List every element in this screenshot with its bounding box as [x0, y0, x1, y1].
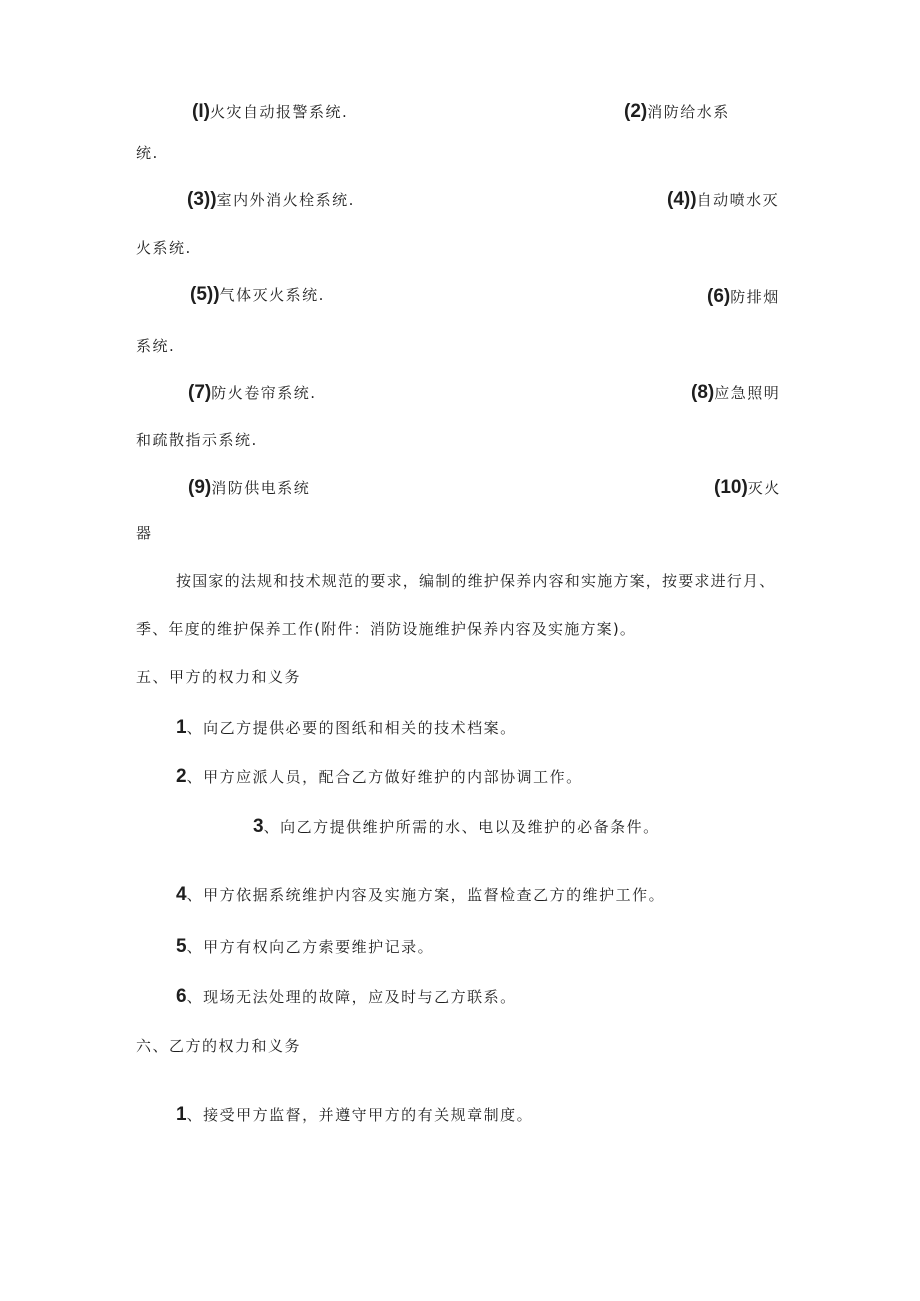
system-item: (9)消防供电系统: [188, 477, 311, 498]
list-item: 5、甲方有权向乙方索要维护记录。: [176, 936, 435, 957]
system-item-continuation: 器: [136, 524, 153, 542]
system-item: (10)灭火: [714, 477, 781, 498]
list-item: 3、向乙方提供维护所需的水、电以及维护的必备条件。: [253, 816, 660, 837]
system-item: (6)防排烟: [707, 286, 780, 307]
system-item: (4))自动喷水灭: [667, 189, 780, 210]
list-item: 6、现场无法处理的故障，应及时与乙方联系。: [176, 986, 517, 1007]
list-item: 1、向乙方提供必要的图纸和相关的技术档案。: [176, 717, 517, 738]
system-item-continuation: 统.: [136, 144, 159, 162]
list-item: 1、接受甲方监督，并遵守甲方的有关规章制度。: [176, 1104, 534, 1125]
system-item: (8)应急照明: [691, 382, 781, 403]
list-item: 4、甲方依据系统维护内容及实施方案，监督检查乙方的维护工作。: [176, 884, 666, 905]
paragraph-line: 季、年度的维护保养工作(附件：消防设施维护保养内容及实施方案)。: [136, 620, 637, 638]
system-item: (3))室内外消火栓系统.: [187, 189, 355, 210]
section-heading: 六、乙方的权力和义务: [136, 1037, 302, 1055]
system-item-continuation: 系统.: [136, 337, 176, 355]
section-heading: 五、甲方的权力和义务: [136, 668, 302, 686]
paragraph-line: 按国家的法规和技术规范的要求，编制的维护保养内容和实施方案，按要求进行月、: [176, 572, 776, 590]
system-item: (7)防火卷帘系统.: [188, 382, 317, 403]
system-item: (2)消防给水系: [624, 101, 730, 122]
system-item: (I)火灾自动报警系统.: [192, 101, 349, 122]
system-item: (5))气体灭火系统.: [190, 284, 325, 305]
system-item-continuation: 火系统.: [136, 239, 192, 257]
system-item-continuation: 和疏散指示系统.: [136, 431, 258, 449]
list-item: 2、甲方应派人员，配合乙方做好维护的内部协调工作。: [176, 766, 583, 787]
